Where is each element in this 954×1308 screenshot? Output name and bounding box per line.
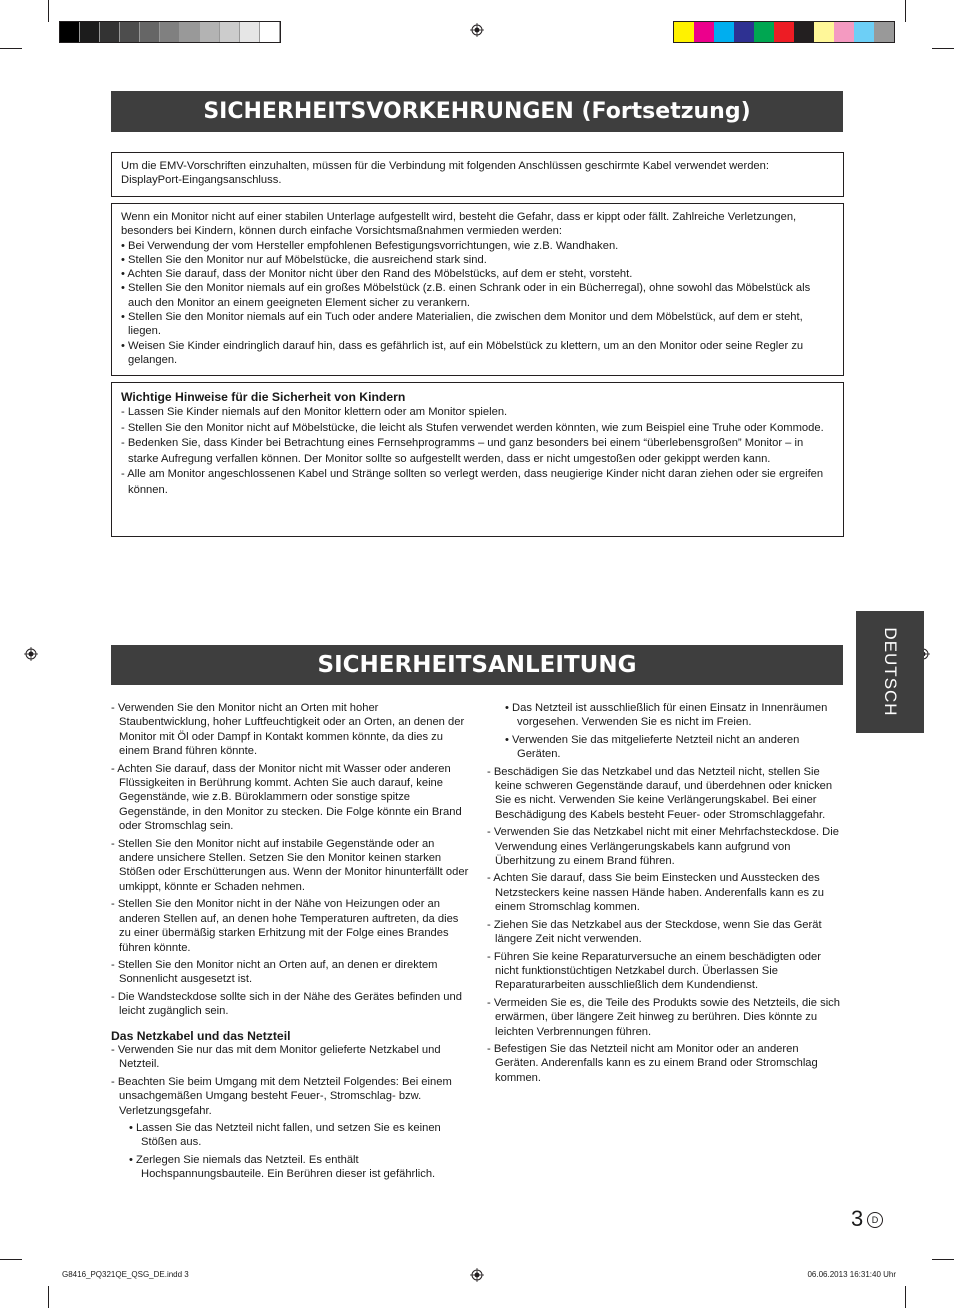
footer-timestamp: 06.06.2013 16:31:40 Uhr — [807, 1270, 896, 1279]
list-item: • Verwenden Sie das mitgelieferte Netzteil nicht an anderen Geräten. — [505, 733, 800, 761]
list-item: - Alle am Monitor angeschlossenen Kabel und Stränge sollten so verlegt werden, dass neugierige Kinder nicht daran ziehen oder sie ergreifen können. — [121, 468, 824, 496]
color-swatch — [260, 22, 280, 42]
color-swatch — [60, 22, 80, 42]
list-item: • Stellen Sie den Monitor niemals auf ein großes Möbelstück (z.B. einen Schrank oder in ein Bücherregal), ohne sowohl das Möbelstück als auch den Monitor an einem geeigneten Element sicher zu verankern. — [121, 282, 811, 309]
list-item: - Verwenden Sie das Netzkabel nicht mit einer Mehrfachsteckdose. Die Verwendung eines Verlängerungskabels kann aufgrund von Überhitzung zu einem Brand führen. — [487, 826, 839, 868]
color-swatch — [674, 22, 694, 42]
list-item: - Führen Sie keine Reparaturversuche an einem beschädigten oder nicht funktionstüchtigen Netzkabel durch. Überlassen Sie Reparaturarbeiten ausschließlich dem Kundendienst. — [487, 950, 821, 992]
list-item: - Lassen Sie Kinder niemals auf den Monitor klettern oder am Monitor spielen. — [121, 406, 508, 418]
child-safety-heading: Wichtige Hinweise für die Sicherheit von Kindern — [121, 390, 406, 404]
emv-text-line: DisplayPort-Eingangsanschluss. — [121, 174, 282, 187]
color-swatch — [80, 22, 100, 42]
color-swatch — [240, 22, 260, 42]
crop-mark — [932, 1259, 954, 1260]
list-item: • Lassen Sie das Netzteil nicht fallen, und setzen Sie es keinen Stößen aus. — [129, 1121, 441, 1149]
color-swatch — [694, 22, 714, 42]
registration-mark-icon — [470, 1268, 484, 1282]
emv-notice-box — [111, 152, 844, 197]
grayscale-color-bar — [59, 21, 281, 43]
color-swatch — [714, 22, 734, 42]
list-item: • Bei Verwendung der vom Hersteller empfohlenen Befestigungsvorrichtungen, wie z.B. Wandhaken. — [121, 239, 619, 252]
list-item: - Achten Sie darauf, dass Sie beim Einstecken und Ausstecken des Netzsteckers keine nassen Hände haben. Anderenfalls kann es zu einem Stromschlag kommen. — [487, 872, 824, 914]
list-item: • Das Netzteil ist ausschließlich für einen Einsatz in Innenräumen vorgesehen. Verwenden Sie es nicht im Freien. — [505, 702, 828, 729]
list-item: • Achten Sie darauf, dass der Monitor nicht über den Rand des Möbelstücks, auf dem er steht, vorsteht. — [121, 268, 633, 281]
process-color-bar — [673, 21, 895, 43]
crop-mark — [0, 1259, 22, 1260]
list-item: - Befestigen Sie das Netzteil nicht am Monitor oder an anderen Geräten. Anderenfalls kann es zu einem Brand oder Stromschlag kommen. — [487, 1042, 818, 1084]
list-item: - Achten Sie darauf, dass der Monitor nicht mit Wasser oder anderen Flüssigkeiten in Berührung kommt. Achten Sie auch darauf, keine Gegenstände, wie z.B. Büroklammern oder sonstige spitze Gegenstände, in den Monitor zu stecken. Die Folge könnte ein Brand oder Stromschlag sein. — [111, 762, 462, 833]
child-safety-box — [111, 382, 844, 537]
power-section-heading: Das Netzkabel und das Netzteil — [111, 1028, 291, 1043]
list-item: • Stellen Sie den Monitor niemals auf ein Tuch oder andere Materialien, die zwischen dem Monitor und dem Möbelstück, auf dem er steht, liegen. — [121, 311, 803, 338]
footer-filename: G8416_PQ321QE_QSG_DE.indd 3 — [62, 1270, 189, 1279]
stability-intro: Wenn ein Monitor nicht auf einer stabilen Unterlage aufgestellt wird, besteht die Gefahr, dass er kippt oder fällt. Zahlreiche Verletzungen, besonders bei Kindern, können durch einfache Vorsichtsmaßnahmen vermieden werden: — [121, 211, 797, 238]
color-swatch — [200, 22, 220, 42]
list-item: - Stellen Sie den Monitor nicht auf Möbelstücke, die leicht als Stufen verwendet werden könnten, wie zum Beispiel eine Truhe oder Kommode. — [121, 421, 824, 434]
color-swatch — [874, 22, 894, 42]
language-tab — [856, 611, 924, 733]
section-title-safety-instructions: SICHERHEITSANLEITUNG — [111, 645, 843, 685]
list-item: • Weisen Sie Kinder eindringlich darauf hin, dass es gefährlich ist, auf ein Möbelstück zu klettern, um an den Monitor oder seine Regler zu gelangen. — [121, 339, 804, 366]
list-item: - Verwenden Sie nur das mit dem Monitor gelieferte Netzkabel und Netzteil. — [111, 1043, 441, 1071]
crop-mark — [48, 0, 49, 22]
list-item: - Die Wandsteckdose sollte sich in der Nähe des Gerätes befinden und leicht zugänglich sein. — [111, 990, 462, 1018]
list-item: - Ziehen Sie das Netzkabel aus der Steckdose, wenn Sie das Gerät längere Zeit nicht verwenden. — [487, 918, 822, 946]
list-item: - Stellen Sie den Monitor nicht an Orten auf, an denen er direktem Sonnenlicht ausgesetzt ist. — [111, 958, 438, 986]
color-swatch — [754, 22, 774, 42]
color-swatch — [774, 22, 794, 42]
crop-mark — [905, 1286, 906, 1308]
list-item: - Beschädigen Sie das Netzkabel und das Netzteil nicht, stellen Sie keine schweren Gegenstände darauf, und überdehnen oder knicken Sie es nicht. Verwenden Sie keine Verlängerungskabel. Bei einer Beschädigung des Kabels besteht Feuer- oder Stromschlaggefahr. — [487, 765, 833, 821]
crop-mark — [905, 0, 906, 22]
color-swatch — [140, 22, 160, 42]
color-swatch — [814, 22, 834, 42]
color-swatch — [100, 22, 120, 42]
registration-mark-icon — [470, 23, 484, 37]
color-swatch — [180, 22, 200, 42]
list-item: - Beachten Sie beim Umgang mit dem Netzteil Folgendes: Bei einem unsachgemäßen Umgang besteht Feuer-, Stromschlag- bzw. Verletzungsgefahr. — [111, 1075, 452, 1117]
section-title-precautions: SICHERHEITSVORKEHRUNGEN (Fortsetzung) — [111, 91, 843, 132]
page-number: 3 — [851, 1206, 864, 1231]
color-swatch — [160, 22, 180, 42]
crop-mark — [932, 48, 954, 49]
list-item: - Verwenden Sie den Monitor nicht an Orten mit hoher Staubentwicklung, hoher Luftfeuchtigkeit oder an Orten, an denen der Monitor mit Öl oder Dampf in Kontakt kommen könnte, da dies zu einem Brand führen könnte. — [111, 702, 465, 758]
color-swatch — [220, 22, 240, 42]
list-item: - Stellen Sie den Monitor nicht in der Nähe von Heizungen oder an anderen Stellen auf, an denen hohe Temperaturen auftreten, da dies zu einer übermäßig starken Erhitzung mit der Folge eines Brandes führen könnte. — [111, 898, 459, 954]
list-item: - Vermeiden Sie es, die Teile des Produkts sowie des Netzteils, die sich erwärmen, über längere Zeit hinweg zu berühren. Dies könnte zu leichten Verbrennungen führen. — [487, 996, 840, 1038]
list-item: • Stellen Sie den Monitor nur auf Möbelstücke, die ausreichend stark sind. — [121, 253, 487, 266]
emv-text-line: Um die EMV-Vorschriften einzuhalten, müssen für die Verbindung mit folgenden Anschlüssen geschirmte Kabel verwendet werden: — [121, 160, 769, 172]
list-item: • Zerlegen Sie niemals das Netzteil. Es enthält Hochspannungsbauteile. Ein Berühren dieser ist gefährlich. — [129, 1153, 436, 1181]
stability-notice-box — [111, 203, 844, 376]
page-language-marker: D — [867, 1212, 883, 1228]
registration-mark-icon — [24, 647, 38, 661]
crop-mark — [48, 1286, 49, 1308]
language-tab-label: DEUTSCH — [881, 627, 900, 717]
color-swatch — [794, 22, 814, 42]
color-swatch — [834, 22, 854, 42]
color-swatch — [854, 22, 874, 42]
left-column — [111, 701, 471, 1185]
color-swatch — [734, 22, 754, 42]
right-column — [487, 701, 844, 1088]
crop-mark — [0, 48, 22, 49]
list-item: - Bedenken Sie, dass Kinder bei Betrachtung eines Fernsehprogramms – und ganz besonders bei einem “überlebensgroßen” Monitor – in starke Aufregung verfallen können. Der Monitor sollte so aufgestellt werden, dass er nicht umgestoßen oder gekippt werden kann. — [121, 437, 804, 465]
list-item: - Stellen Sie den Monitor nicht auf instabile Gegenstände oder an andere unsichere Stellen. Setzen Sie den Monitor keinen starken Stößen oder Erschütterungen aus. Wenn der Monitor hinunterfällt oder umkippt, könnte er Schaden nehmen. — [111, 837, 469, 893]
color-swatch — [120, 22, 140, 42]
